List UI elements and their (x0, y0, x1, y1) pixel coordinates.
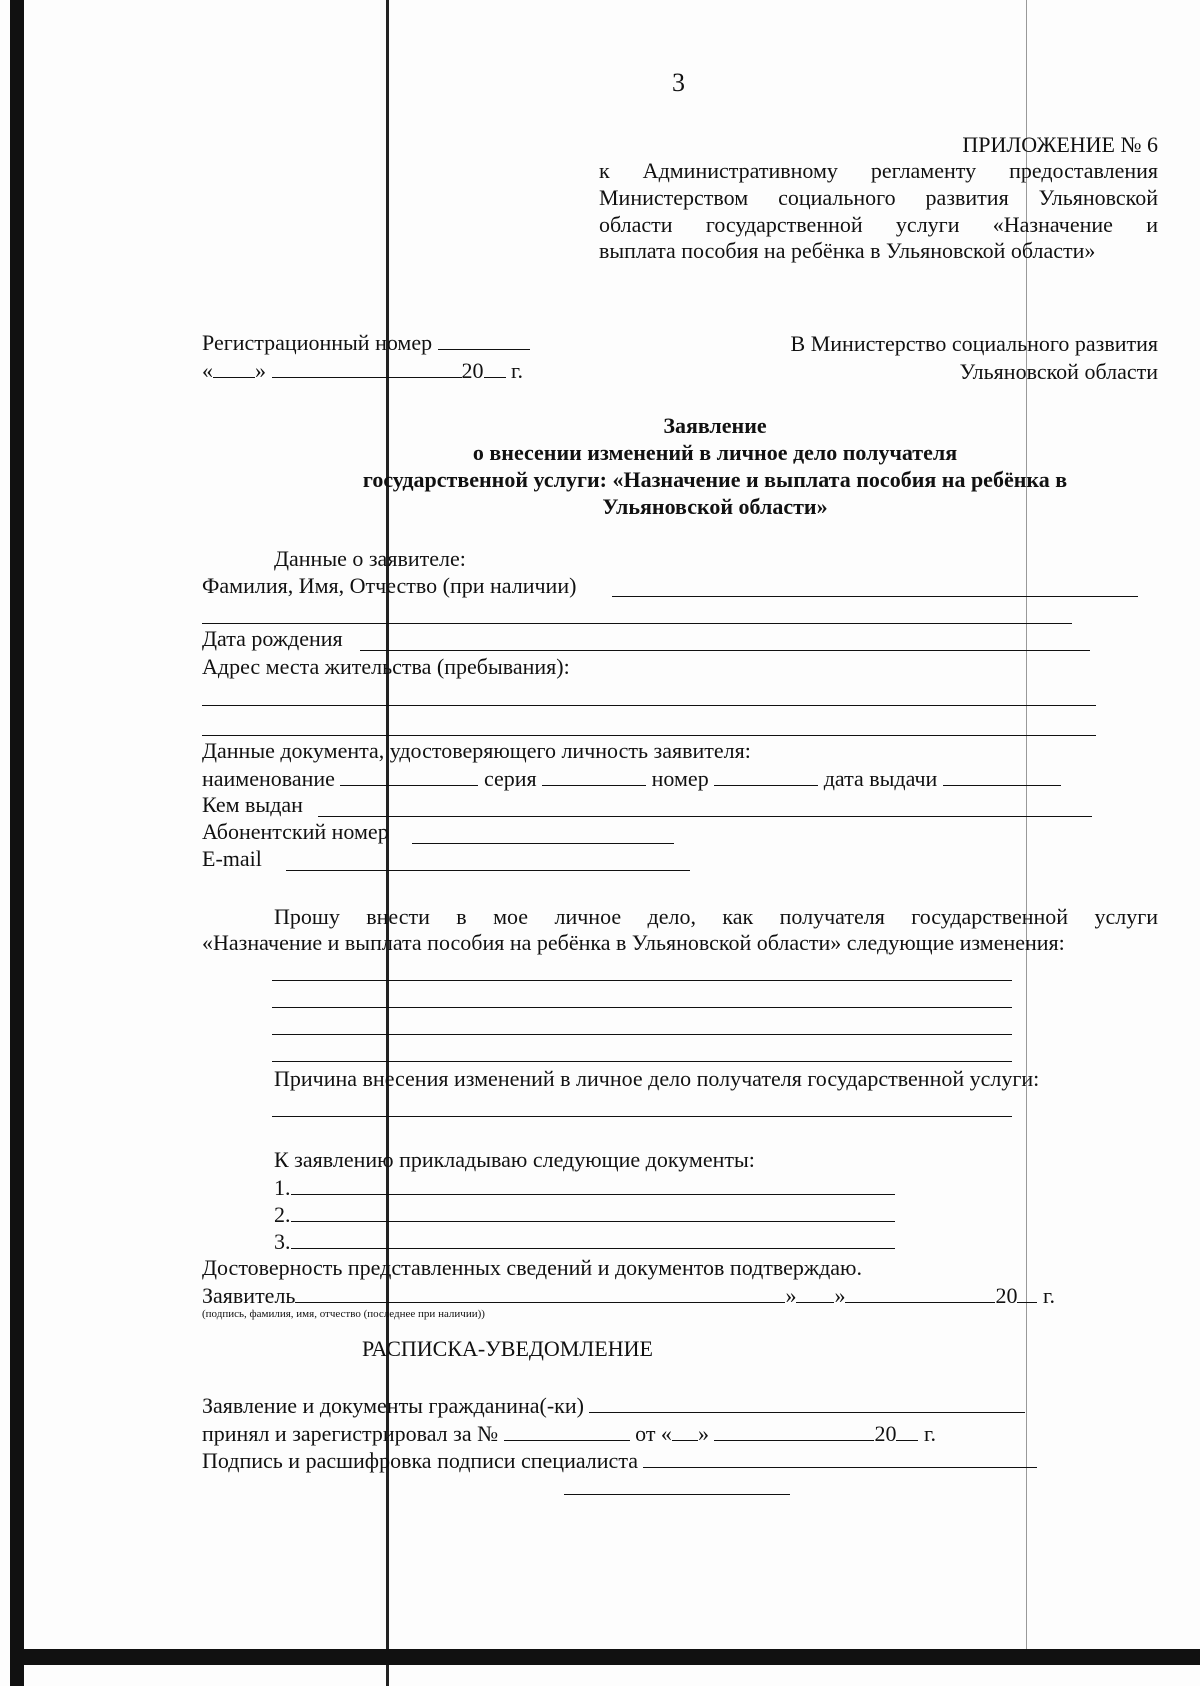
registration-number-label: Регистрационный номер (202, 330, 433, 355)
email-label: E-mail (202, 846, 262, 871)
heading-line-4: Ульяновской области» (602, 494, 828, 519)
request-line-1: Прошу внести в мое личное дело, как получателя государственной услуги (274, 904, 1158, 929)
attachment-item-3-number: 3. (274, 1229, 291, 1254)
receipt-registered-label: принял и зарегистрировал за № (202, 1421, 499, 1446)
signature-field[interactable] (295, 1282, 785, 1303)
scan-left-edge (10, 0, 24, 1686)
receipt-day-field[interactable] (672, 1420, 698, 1441)
full-name-field[interactable] (612, 596, 1138, 597)
receipt-citizen-field[interactable] (589, 1392, 1025, 1413)
receipt-year-suffix: г. (923, 1421, 936, 1446)
receipt-year-prefix: 20 (874, 1421, 897, 1446)
id-name-field[interactable] (340, 765, 478, 786)
id-issue-date-label: дата выдачи (823, 766, 938, 791)
email-field[interactable] (286, 870, 690, 871)
page-number: 3 (672, 68, 685, 97)
addressee-line-2: Ульяновской области (959, 359, 1158, 384)
appendix-line-1: к Административному регламенту предоставления (599, 158, 1158, 183)
attachment-item-1-number: 1. (274, 1175, 291, 1200)
signature-day-field[interactable] (796, 1282, 834, 1303)
reason-field[interactable] (272, 1116, 1012, 1117)
attachment-item-2 (274, 1201, 895, 1228)
attachment-item-3-field[interactable] (291, 1228, 895, 1249)
attachment-item-1-field[interactable] (291, 1174, 895, 1195)
phone-field[interactable] (412, 843, 674, 844)
heading-line-2: о внесении изменений в личное дело получателя (472, 440, 958, 465)
id-name-label: наименование (202, 766, 335, 791)
receipt-specialist-signature-field[interactable] (643, 1447, 1037, 1468)
full-name-label: Фамилия, Имя, Отчество (при наличии) (202, 573, 577, 598)
appendix-line-2: Министерством социального развития Ульяновской (599, 185, 1158, 210)
registration-date-close-quote: » (255, 358, 266, 383)
signature-date-quote-2: » (834, 1283, 846, 1308)
heading-line-3: государственной услуги: «Назначение и выплата пособия на ребёнка в (362, 467, 1068, 492)
receipt-title: РАСПИСКА-УВЕДОМЛЕНИЕ (362, 1336, 653, 1361)
birth-date-field[interactable] (360, 650, 1090, 651)
changes-field-4[interactable] (272, 1061, 1012, 1062)
receipt-date-close-quote: » (697, 1421, 709, 1446)
signature-row (202, 1282, 1055, 1309)
receipt-specialist-signature-field-continued[interactable] (564, 1494, 790, 1495)
birth-date-label: Дата рождения (202, 626, 343, 651)
id-issue-date-field[interactable] (943, 765, 1061, 786)
signature-label: Заявитель (202, 1283, 296, 1308)
signature-year-field[interactable] (1017, 1282, 1037, 1303)
receipt-citizen-label: Заявление и документы гражданина(-ки) (202, 1393, 584, 1418)
scan-bottom-bar (24, 1649, 1200, 1665)
registration-date-open-quote: « (202, 358, 213, 383)
id-series-label: серия (483, 766, 537, 791)
applicant-section-title: Данные о заявителе: (274, 546, 466, 571)
registration-month-field[interactable] (272, 357, 462, 378)
id-document-section-title: Данные документа, удостоверяющего личность заявителя: (202, 738, 751, 763)
receipt-line-2 (202, 1420, 936, 1447)
registration-number (202, 329, 530, 356)
registration-number-field[interactable] (438, 329, 530, 350)
reason-label: Причина внесения изменений в личное дело получателя государственной услуги: (274, 1066, 1040, 1091)
signature-month-field[interactable] (845, 1282, 995, 1303)
signature-date-quote-1: » (785, 1283, 797, 1308)
signature-caption: (подпись, фамилия, имя, отчество (последнее при наличии)) (202, 1308, 485, 1320)
signature-year-suffix: г. (1042, 1283, 1056, 1308)
id-document-row (202, 765, 1061, 792)
registration-date (202, 357, 523, 384)
attachment-item-1 (274, 1174, 895, 1201)
receipt-month-field[interactable] (714, 1420, 874, 1441)
receipt-specialist-label: Подпись и расшифровка подписи специалиста (202, 1448, 638, 1473)
issued-by-field[interactable] (318, 816, 1092, 817)
receipt-registration-number-field[interactable] (504, 1420, 630, 1441)
issued-by-label: Кем выдан (202, 792, 303, 817)
receipt-from-label: от « (635, 1421, 672, 1446)
addressee-line-1: В Министерство социального развития (790, 331, 1158, 356)
attachments-intro: К заявлению прикладываю следующие документы: (274, 1147, 755, 1172)
signature-year-prefix: 20 (995, 1283, 1018, 1308)
address-field-2[interactable] (202, 735, 1096, 736)
registration-year-prefix: 20 (461, 358, 484, 383)
full-name-field-continued[interactable] (202, 623, 1072, 624)
attachment-item-2-field[interactable] (291, 1201, 895, 1222)
appendix-line-3: области государственной услуги «Назначение и (599, 212, 1158, 237)
registration-year-suffix: г. (511, 358, 524, 383)
receipt-line-1 (202, 1392, 1025, 1419)
phone-label: Абонентский номер (202, 819, 389, 844)
changes-field-1[interactable] (272, 980, 1012, 981)
appendix-title: ПРИЛОЖЕНИЕ № 6 (962, 132, 1158, 157)
receipt-line-3 (202, 1447, 1037, 1474)
address-label: Адрес места жительства (пребывания): (202, 654, 570, 679)
address-field-1[interactable] (202, 705, 1096, 706)
registration-year-field[interactable] (484, 357, 506, 378)
attachment-item-2-number: 2. (274, 1202, 291, 1227)
appendix-line-4: выплата пособия на ребёнка в Ульяновской области» (599, 238, 1096, 263)
id-number-label: номер (651, 766, 709, 791)
attachment-item-3 (274, 1228, 895, 1255)
confirmation-text: Достоверность представленных сведений и документов подтверждаю. (202, 1255, 862, 1280)
registration-day-field[interactable] (213, 357, 255, 378)
id-number-field[interactable] (714, 765, 818, 786)
changes-field-2[interactable] (272, 1007, 1012, 1008)
changes-field-3[interactable] (272, 1034, 1012, 1035)
receipt-year-field[interactable] (896, 1420, 918, 1441)
heading-title: Заявление (663, 413, 767, 438)
id-series-field[interactable] (542, 765, 646, 786)
request-line-2: «Назначение и выплата пособия на ребёнка в Ульяновской области» следующие изменения: (202, 930, 1065, 955)
